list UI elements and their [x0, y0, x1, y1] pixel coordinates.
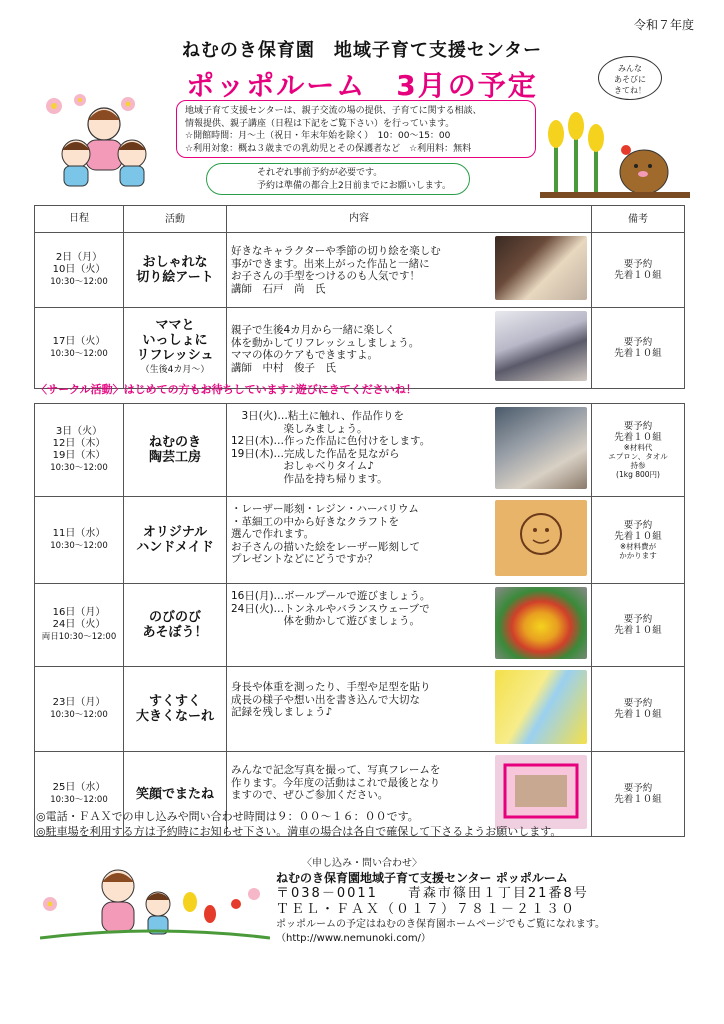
contact-phone-fax: ＴＥＬ・ＦＡＸ（０１７）７８１－２１３０ — [276, 902, 577, 917]
footnote-parking: ◎駐車場を利用する方は予約時にお知らせ下さい。満車の場合は各自で確保して下さるようお願いします。 — [36, 825, 562, 838]
info-line: 地域子育て支援センターは、親子交流の場の提供、子育てに関する相談、 — [185, 106, 482, 116]
content-line: 親子で生後4カ月から一緒に楽しく — [231, 324, 396, 336]
event-time: 10:30～12:00 — [50, 463, 108, 473]
content-line: ママの体のケアもできますよ。 — [231, 349, 378, 361]
notes-line: 先着１０組 — [614, 531, 662, 542]
info-line: ☆開館時間：月～土（祝日・年末年始を除く） 10：00～15：00 — [185, 131, 451, 141]
reservation-line: それぞれ事前予約が必要です。 — [257, 168, 383, 178]
notes-line: 要予約 — [623, 783, 653, 794]
date-line: 24日（火） — [52, 619, 106, 630]
notes-line: 要予約 — [623, 337, 653, 348]
notes-small-line: ※材料費が — [619, 542, 657, 551]
table-row — [35, 233, 685, 308]
notes-small-line: かかります — [619, 551, 657, 560]
photo-growth-record — [495, 670, 587, 744]
column-header — [491, 206, 592, 233]
activity-name — [124, 667, 227, 752]
content-line: 19日(木)…完成した作品を見ながら — [231, 447, 400, 460]
page-title: ポッポルーム 3月の予定 — [186, 69, 538, 102]
date-line: 10日（火） — [52, 264, 106, 275]
fiscal-year: 令和７年度 — [633, 18, 694, 32]
photo-laser-coaster — [495, 500, 587, 576]
activity-line: ハンドメイド — [136, 540, 214, 555]
contact-heading: 〈申し込み・問い合わせ〉 — [302, 858, 422, 869]
date-line: 11日（水） — [52, 528, 106, 539]
activity-photo — [491, 752, 592, 837]
date-line: 12日（木） — [52, 438, 106, 449]
event-time: 10:30～12:00 — [50, 710, 108, 720]
content-line: 講師 中村 俊子 氏 — [231, 361, 336, 374]
activity-name — [124, 497, 227, 584]
center-info-box — [176, 100, 536, 158]
column-header: 内容 — [227, 206, 492, 233]
activity-line: 陶芸工房 — [148, 450, 201, 465]
content-line: 3日(火)…粘土に触れ、作品作りを — [231, 410, 405, 422]
event-time: 10:30～12:00 — [50, 277, 108, 287]
date-line: 19日（木） — [52, 450, 106, 461]
content-line: 楽しみましょう。 — [231, 422, 368, 435]
content-line: 体を動かしてリフレッシュしましょう。 — [231, 336, 420, 349]
content-line: プレゼントなどにどうですか？ — [231, 553, 378, 565]
content-line: 講師 石戸 尚 氏 — [231, 282, 326, 295]
activity-name — [124, 308, 227, 389]
contact-address: 〒038－0011 青森市篠田１丁目21番8号 — [276, 886, 589, 901]
notes-line: 先着１０組 — [614, 270, 662, 281]
notes-line: 先着１０組 — [614, 794, 662, 805]
event-time: 10:30～12:00 — [50, 795, 108, 805]
mother-children-illustration — [38, 92, 168, 192]
content-line: ・レーザー彫刻・レジン・ハーバリウム — [231, 503, 419, 515]
event-time: 10:30～12:00 — [50, 541, 108, 551]
flowers-mole-illustration — [540, 108, 690, 200]
activity-line: おしゃれな — [142, 255, 208, 270]
notes — [592, 584, 685, 667]
activity-name — [124, 233, 227, 308]
schedule-table-circles — [34, 403, 685, 837]
content-line: ・革細工の中から好きなクラフトを — [231, 515, 399, 528]
schedule-table-lessons — [34, 205, 685, 389]
date-line: 2日（月） — [55, 252, 103, 263]
activity-content — [227, 667, 492, 752]
content-line: 12日(木)…作った作品に色付けをします。 — [231, 435, 431, 447]
activity-line: 大きくなーれ — [135, 709, 214, 724]
contact-block — [276, 870, 605, 946]
event-date — [35, 308, 124, 389]
ladybug-icon — [231, 899, 241, 909]
notes-line: 要予約 — [623, 421, 653, 432]
photo-photo-frame — [495, 755, 587, 829]
table-header-row — [35, 206, 685, 233]
activity-line: リフレッシュ — [136, 348, 214, 363]
date-line: 25日（水） — [52, 782, 106, 793]
activity-name — [124, 404, 227, 497]
info-line: 情報提供、親子講座（日程は下記をご覧下さい）を行っています。 — [185, 118, 455, 129]
event-date — [35, 233, 124, 308]
notes — [592, 233, 685, 308]
date-line: 23日（月） — [52, 697, 106, 708]
activity-line: 切り絵アート — [136, 270, 214, 285]
table-row — [35, 308, 685, 389]
activity-line: 笑顔でまたね — [135, 786, 214, 802]
content-line: お子さんの手型をつけるのも人気です！ — [231, 270, 420, 282]
activity-photo — [491, 584, 592, 667]
activity-subtitle: （生後4カ月～） — [140, 365, 210, 375]
notes — [592, 752, 685, 837]
activity-content — [227, 497, 492, 584]
notes-line: 要予約 — [623, 259, 653, 270]
content-line: 体を動かして遊びましょう。 — [231, 615, 420, 627]
date-line: 16日（月） — [52, 607, 106, 618]
notes-line: 先着１０組 — [614, 432, 662, 443]
contact-url[interactable]: （http://www.nemunoki.com/） — [276, 933, 431, 944]
notes-small-line: エプロン、タオル — [608, 452, 668, 461]
activity-content — [227, 308, 492, 389]
content-line: 記録を残しましょう♪ — [231, 706, 333, 718]
contact-org: ねむのき保育園地域子育て支援センター ポッポルーム — [276, 871, 568, 885]
footnote-phone-hours: ◎電話・ＦＡＸでの申し込みや問い合わせ時間は９：００～１６：００です。 — [36, 810, 419, 823]
notes-line: 先着１０組 — [614, 625, 662, 636]
content-line: 好きなキャラクターや季節の切り絵を楽しむ — [231, 245, 441, 257]
activity-line: いっしょに — [142, 333, 208, 348]
bubble-line: あそびに — [614, 75, 646, 84]
notes-line: 要予約 — [623, 698, 653, 709]
photo-cutout-art — [495, 236, 587, 300]
bubble-line: みんな — [618, 64, 642, 73]
activity-photo — [491, 233, 592, 308]
table-row — [35, 667, 685, 752]
table-row — [35, 404, 685, 497]
event-time: 両日10:30～12:00 — [41, 632, 117, 642]
mother-child-flowers-illustration — [40, 864, 270, 944]
column-header: 活動 — [124, 206, 227, 233]
org-title: ねむのき保育園 地域子育て支援センター — [181, 40, 543, 61]
date-line: 3日（火） — [55, 426, 103, 437]
speech-bubble — [598, 56, 662, 100]
activity-line: ママと — [155, 318, 195, 333]
table-row — [35, 584, 685, 667]
column-header: 日程 — [35, 206, 124, 233]
content-line: ますので、ぜひご参加ください。 — [231, 789, 389, 801]
photo-ball-pool — [495, 587, 587, 659]
column-header: 備考 — [592, 206, 685, 233]
activity-content — [227, 233, 492, 308]
activity-photo — [491, 308, 592, 389]
content-line: 事ができます。出来上がった作品と一緒に — [231, 257, 430, 270]
table-row — [35, 497, 685, 584]
activity-content — [227, 404, 492, 497]
content-line: 24日(火)…トンネルやバランスウェーブで — [231, 602, 430, 615]
bubble-line: きてね！ — [614, 86, 646, 95]
content-line: 16日(月)…ボールプールで遊びましょう。 — [231, 590, 431, 602]
notes-line: 要予約 — [623, 614, 653, 625]
ladybug-icon — [621, 145, 631, 155]
activity-photo — [491, 497, 592, 584]
activity-line: のびのび — [148, 610, 201, 625]
notes — [592, 404, 685, 497]
notes — [592, 667, 685, 752]
content-line: 選んで作れます。 — [231, 528, 315, 540]
event-date — [35, 497, 124, 584]
event-date — [35, 667, 124, 752]
date-line: 17日（火） — [52, 336, 106, 347]
content-line: お子さんの描いた絵をレーザー彫刻して — [231, 540, 420, 553]
photo-refresh — [495, 311, 587, 381]
content-line: 身長や体重を測ったり、手型や足型を貼り — [231, 681, 431, 693]
activity-photo — [491, 667, 592, 752]
notes-small-line: ※材料代 — [623, 443, 653, 452]
event-date — [35, 404, 124, 497]
notes-line: 先着１０組 — [614, 348, 662, 359]
contact-note: ポッポルームの予定はねむのき保育園ホームページでもご覧になれます。 — [276, 919, 605, 930]
event-time: 10:30～12:00 — [50, 349, 108, 359]
activity-line: あそぼう！ — [142, 625, 208, 640]
activity-line: すくすく — [148, 694, 201, 709]
notes-small-line: 持参 — [630, 461, 646, 470]
activity-line: オリジナル — [142, 525, 208, 540]
activity-photo — [491, 404, 592, 497]
content-line: おしゃべりタイム♪ — [231, 460, 374, 472]
activity-line: ねむのき — [148, 435, 201, 450]
activity-name — [124, 584, 227, 667]
activity-content — [227, 584, 492, 667]
content-line: 作品を持ち帰ります。 — [231, 472, 388, 485]
event-date — [35, 584, 124, 667]
photo-pottery — [495, 407, 587, 489]
content-line: みんなで記念写真を撮って、写真フレームを — [231, 764, 441, 776]
circle-activity-note: 〈サークル活動〉はじめての方もお待ちしています♪遊びにきてくださいね！ — [36, 383, 417, 396]
reservation-notice — [206, 163, 470, 195]
notes — [592, 497, 685, 584]
reservation-line: 予約は準備の都合上2日前までにお願いします。 — [257, 181, 452, 191]
notes-small-line: (1kg 800円) — [616, 470, 660, 479]
flower-icon — [548, 120, 564, 148]
content-line: 作ります。今年度の活動はこれで最後となり — [231, 776, 441, 789]
content-line: 成長の様子や想い出を書き込んで大切な — [231, 693, 420, 706]
notes-line: 先着１０組 — [614, 709, 662, 720]
notes-line: 要予約 — [623, 520, 653, 531]
info-line: ☆利用対象：概ね３歳までの乳幼児とその保護者など ☆利用料：無料 — [185, 143, 472, 154]
notes — [592, 308, 685, 389]
